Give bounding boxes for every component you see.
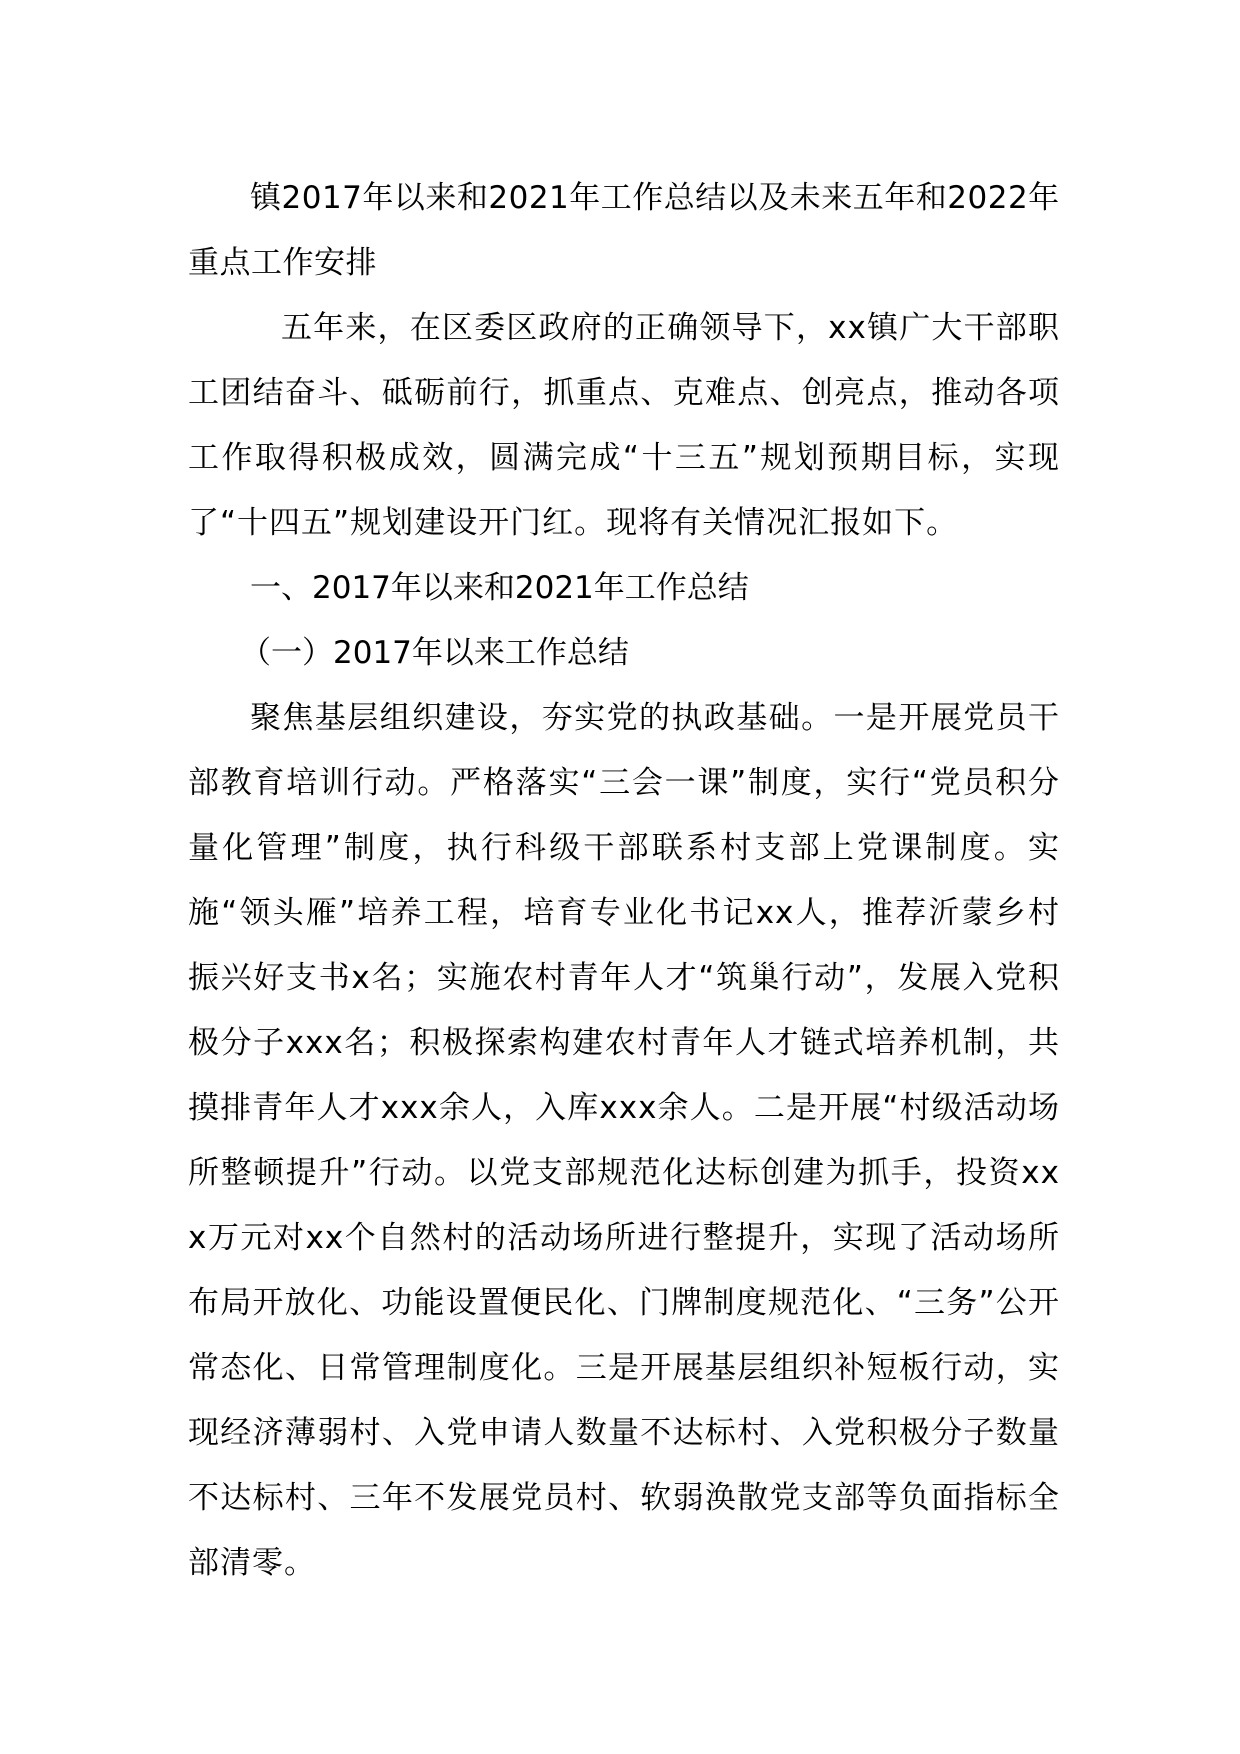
document-page	[188, 166, 1060, 1596]
intro-paragraph: 五年来，在区委区政府的正确领导下，xx镇广大干部职工团结奋斗、砥砺前行，抓重点、克难点、创亮点，推动各项工作取得积极成效，圆满完成“十三五”规划预期目标，实现了“十四五”规划建设开门红。现将有关情况汇报如下。	[188, 310, 1060, 541]
section-heading: 一、2017年以来和2021年工作总结	[250, 570, 749, 606]
subsection-heading: （一）2017年以来工作总结	[240, 635, 629, 671]
document-title: 镇2017年以来和2021年工作总结以及未来五年和2022年重点工作安排	[188, 180, 1060, 281]
body-paragraph: 聚焦基层组织建设，夯实党的执政基础。一是开展党员干部教育培训行动。严格落实“三会一课”制度，实行“党员积分量化管理”制度，执行科级干部联系村支部上党课制度。实施“领头雁”培养工程，培育专业化书记xx人，推荐沂蒙乡村振兴好支书x名；实施农村青年人才“筑巢行动”，发展入党积极分子xxx名；积极探索构建农村青年人才链式培养机制，共摸排青年人才xxx余人，入库xxx余人。二是开展“村级活动场所整顿提升”行动。以党支部规范化达标创建为抓手，投资xxx万元对xx个自然村的活动场所进行整提升，实现了活动场所布局开放化、功能设置便民化、门牌制度规范化、“三务”公开常态化、日常管理制度化。三是开展基层组织补短板行动，实现经济薄弱村、入党申请人数量不达标村、入党积极分子数量不达标村、三年不发展党员村、软弱涣散党支部等负面指标全部清零。	[188, 700, 1060, 1581]
